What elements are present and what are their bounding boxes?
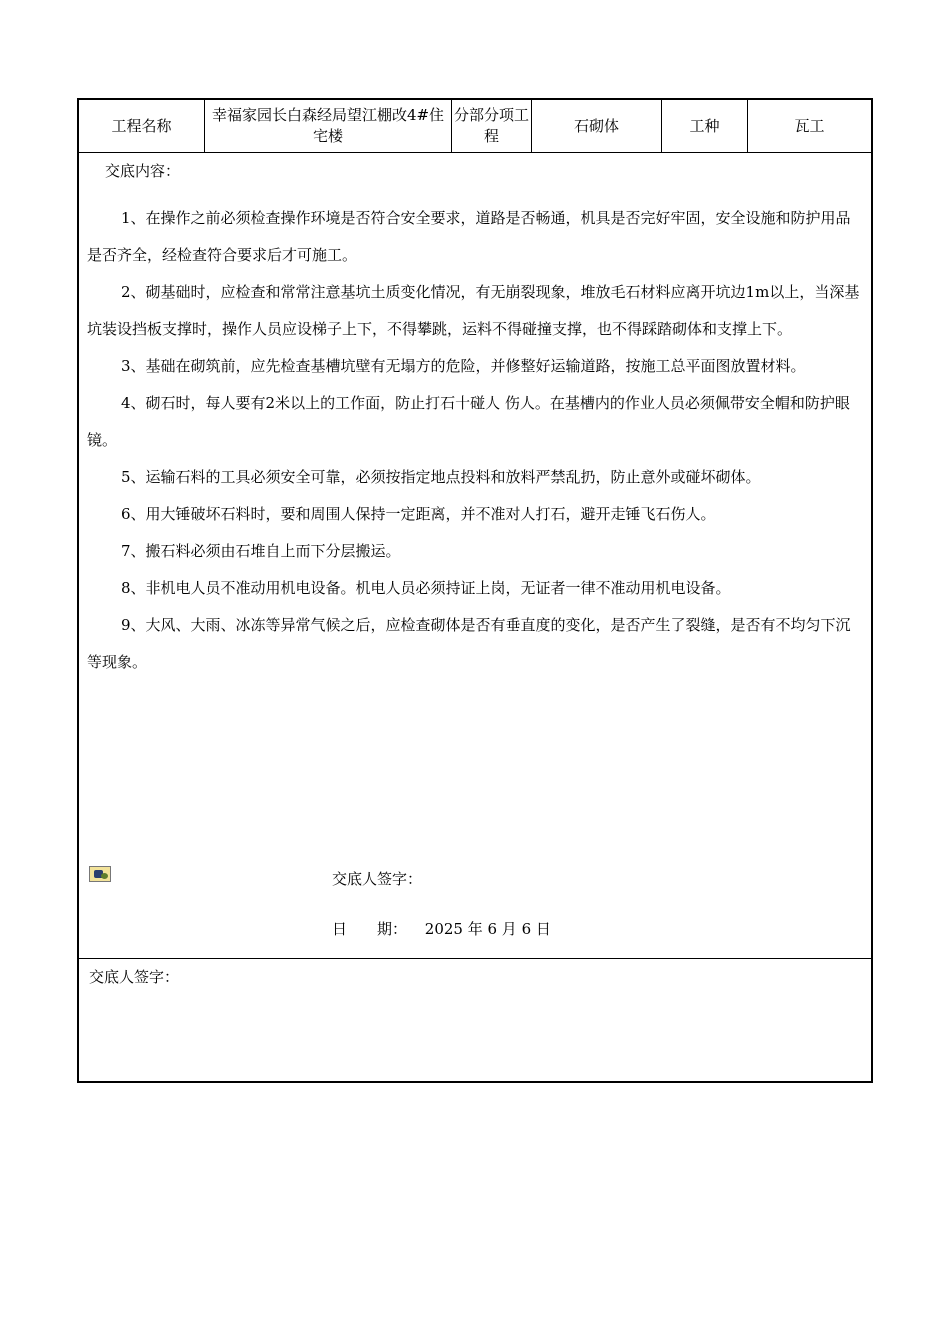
trade-label: 工种 (662, 100, 748, 152)
date-value: 2025 年 6 月 6 日 (424, 920, 551, 938)
content-section (79, 152, 871, 959)
project-name-label: 工程名称 (79, 100, 205, 152)
subproject-value: 石砌体 (532, 100, 662, 152)
embedded-image-icon (89, 866, 111, 882)
trade-value: 瓦工 (794, 116, 825, 135)
content-item: 7、搬石料必须由石堆自上而下分层搬运。 (121, 542, 401, 560)
content-item: 6、用大锤破坏石料时，要和周围人保持一定距离，并不准对人打石，避开走锤飞石伤人。 (121, 505, 716, 523)
content-item: 5、运输石料的工具必须安全可靠，必须按指定地点投料和放料严禁乱扔，防止意外或碰坏砌体。 (121, 468, 761, 486)
content-item: 4、砌石时，每人要有2米以上的工作面，防止打石十碰人 伤人。在基槽内的作业人员必须佩带安全帽和防护眼镜。 (87, 394, 850, 449)
content-item: 1、在操作之前必须检查操作环境是否符合安全要求，道路是否畅通，机具是否完好牢固，安全设施和防护用品是否齐全，经检查符合要求后才可施工。 (87, 209, 851, 264)
disclosure-form (77, 98, 873, 1083)
date-label: 日 期： (332, 920, 408, 938)
content-item: 8、非机电人员不准动用机电设备。机电人员必须持证上岗，无证者一律不准动用机电设备。 (121, 579, 731, 597)
date-row (332, 918, 551, 939)
receiver-signature-label: 交底人签字： (89, 968, 180, 986)
content-item: 2、砌基础时，应检查和常常注意基坑土质变化情况，有无崩裂现象，堆放毛石材料应离开坑边1m以上，当深基坑装设挡板支撑时，操作人员应设梯子上下，不得攀跳，运料不得碰撞支撑，也不得踩踏砌体和支撑上下。 (87, 283, 860, 338)
project-name-value: 幸福家园长白森经局望江棚改4#住宅楼 (205, 100, 452, 152)
subproject-label: 分部分项工 程 (452, 100, 532, 152)
content-items (87, 200, 863, 681)
content-label: 交底内容： (105, 162, 181, 180)
signer-label: 交底人签字： (332, 870, 423, 888)
content-item: 3、基础在砌筑前，应先检查基槽坑壁有无塌方的危险，并修整好运输道路，按施工总平面图放置材料。 (121, 357, 806, 375)
header-row (79, 100, 871, 153)
content-item: 9、大风、大雨、冰冻等异常气候之后，应检查砌体是否有垂直度的变化，是否产生了裂缝，是否有不均匀下沉等现象。 (87, 616, 851, 671)
